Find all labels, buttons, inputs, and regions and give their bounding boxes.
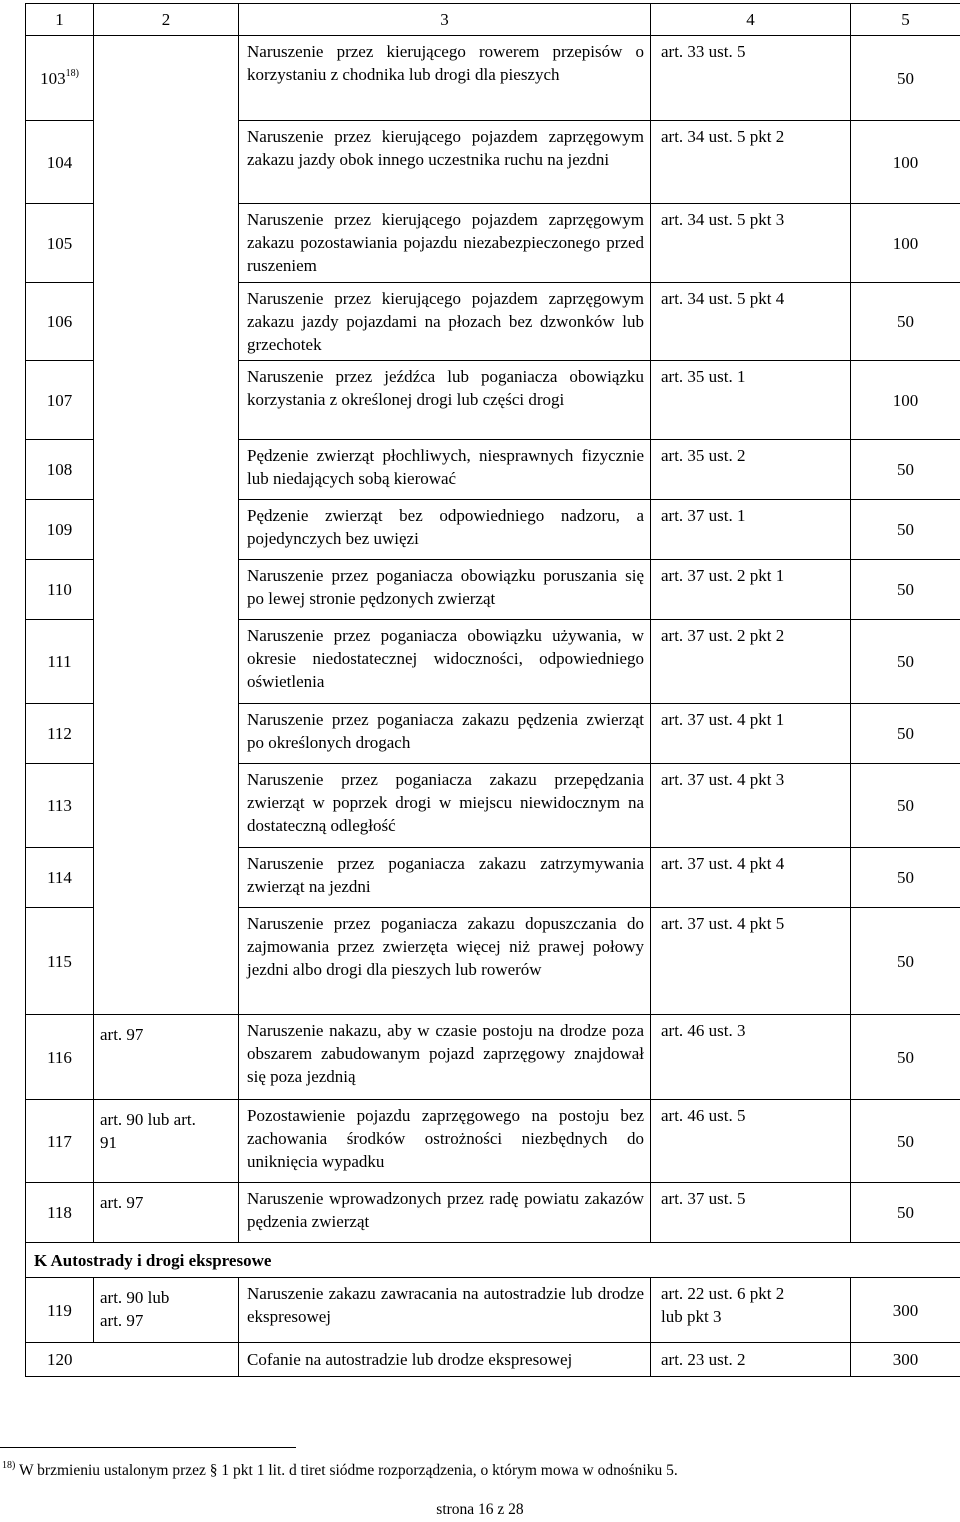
provision-ref: art. 46 ust. 5 <box>661 1106 746 1125</box>
offence-description: Naruszenie przez jeźdźca lub poganiacza obowiązku korzystania z określonej drogi lub części drogi <box>239 361 651 440</box>
table-row <box>26 1343 960 1377</box>
row-number: 118 <box>26 1183 94 1243</box>
row-number: 108 <box>26 440 94 500</box>
fine-amount: 50 <box>851 36 960 121</box>
table-row <box>26 36 960 121</box>
fine-amount: 50 <box>851 764 960 848</box>
offence-description: Naruszenie przez poganiacza zakazu przepędzania zwierząt w poprzek drogi w miejscu niewidocznym na dostateczną odległość <box>239 764 651 848</box>
fine-amount: 50 <box>851 704 960 764</box>
fine-amount: 50 <box>851 620 960 704</box>
legal-basis: art. 90 lub art. 91 <box>100 1110 196 1152</box>
offence-description: Naruszenie nakazu, aby w czasie postoju na drodze poza obszarem zabudowanym pojazd zaprzęgowy znajdował się poza jezdnią <box>239 1015 651 1100</box>
provision-ref: art. 37 ust. 5 <box>661 1189 746 1208</box>
header-col-2: 2 <box>94 4 239 36</box>
header-col-4: 4 <box>651 4 851 36</box>
table-row <box>26 1100 960 1183</box>
provision-ref: art. 37 ust. 2 pkt 1 <box>661 566 785 585</box>
section-heading: K Autostrady i drogi ekspresowe <box>26 1243 960 1278</box>
fine-amount: 100 <box>851 361 960 440</box>
row-number: 114 <box>26 848 94 908</box>
row-number: 119 <box>26 1278 94 1343</box>
fine-amount: 50 <box>851 1183 960 1243</box>
provision-ref: art. 37 ust. 1 <box>661 506 746 525</box>
row-number: 116 <box>26 1015 94 1100</box>
provision-ref: art. 23 ust. 2 <box>651 1343 851 1377</box>
provision-ref: art. 46 ust. 3 <box>661 1021 746 1040</box>
row-number: 117 <box>26 1100 94 1183</box>
offence-description: Naruszenie zakazu zawracania na autostradzie lub drodze ekspresowej <box>239 1278 651 1343</box>
offence-description: Naruszenie przez poganiacza zakazu zatrzymywania zwierząt na jezdni <box>239 848 651 908</box>
provision-ref: art. 35 ust. 2 <box>661 446 746 465</box>
row-number: 110 <box>26 560 94 620</box>
fine-amount: 50 <box>851 1015 960 1100</box>
provision-ref: art. 37 ust. 2 pkt 2 <box>661 626 785 645</box>
table-row <box>26 1183 960 1243</box>
offence-description: Naruszenie przez poganiacza zakazu dopuszczania do zajmowania przez zwierzęta więcej niż prawej połowy jezdni albo drogi dla pieszych lub rowerów <box>239 908 651 1015</box>
offence-description: Naruszenie przez kierującego rowerem przepisów o korzystaniu z chodnika lub drogi dla pieszych <box>239 36 651 121</box>
header-col-3: 3 <box>239 4 651 36</box>
provision-ref: art. 34 ust. 5 pkt 2 <box>661 127 785 146</box>
row-number: 104 <box>26 121 94 204</box>
table-row <box>26 1278 960 1343</box>
provision-ref-continued: lub pkt 3 <box>661 1307 722 1326</box>
footnote-mark: 18) <box>2 1460 16 1471</box>
footnote-text: W brzmieniu ustalonym przez § 1 pkt 1 lit. d tiret siódme rozporządzenia, o którym mowa w odnośniku 5. <box>18 1462 678 1479</box>
legal-basis: art. 97 <box>100 1193 144 1212</box>
footnote-separator <box>0 1447 296 1448</box>
provision-ref: art. 33 ust. 5 <box>661 42 746 61</box>
provision-ref: art. 34 ust. 5 pkt 4 <box>661 289 785 308</box>
provision-ref: art. 22 ust. 6 pkt 2 <box>661 1284 785 1303</box>
fine-amount: 100 <box>851 204 960 283</box>
offence-description: Naruszenie przez kierującego pojazdem zaprzęgowym zakazu jazdy pojazdami na płozach bez dzwonków lub grzechotek <box>239 283 651 361</box>
header-col-5: 5 <box>851 4 960 36</box>
offence-description: Naruszenie przez kierującego pojazdem zaprzęgowym zakazu pozostawiania pojazdu niezabezpieczonego przed ruszeniem <box>239 204 651 283</box>
offence-description: Naruszenie przez poganiacza zakazu pędzenia zwierząt po określonych drogach <box>239 704 651 764</box>
row-number: 113 <box>26 764 94 848</box>
offence-description: Pędzenie zwierząt bez odpowiedniego nadzoru, a pojedynczych bez uwięzi <box>239 500 651 560</box>
fine-amount: 50 <box>851 283 960 361</box>
provision-ref: art. 37 ust. 4 pkt 1 <box>661 710 785 729</box>
fine-amount: 100 <box>851 121 960 204</box>
row-number: 103 <box>40 68 66 88</box>
provision-ref: art. 34 ust. 5 pkt 3 <box>661 210 785 229</box>
row-number: 115 <box>26 908 94 1015</box>
row-number: 106 <box>26 283 94 361</box>
section-row <box>26 1243 960 1278</box>
row-number: 109 <box>26 500 94 560</box>
offence-description: Naruszenie przez poganiacza obowiązku używania, w okresie niedostatecznej widoczności, odpowiedniego oświetlenia <box>239 620 651 704</box>
row-number: 120 <box>26 1343 94 1377</box>
fines-table <box>25 3 960 1377</box>
provision-ref: art. 37 ust. 4 pkt 3 <box>661 770 785 789</box>
fine-amount: 300 <box>851 1278 960 1343</box>
offence-description: Naruszenie przez poganiacza obowiązku poruszania się po lewej stronie pędzonych zwierząt <box>239 560 651 620</box>
provision-ref: art. 37 ust. 4 pkt 5 <box>661 914 785 933</box>
row-number: 107 <box>26 361 94 440</box>
fine-amount: 50 <box>851 440 960 500</box>
row-number: 105 <box>26 204 94 283</box>
fine-amount: 50 <box>851 1100 960 1183</box>
fine-amount: 50 <box>851 848 960 908</box>
fine-amount: 50 <box>851 500 960 560</box>
offence-description: Pozostawienie pojazdu zaprzęgowego na postoju bez zachowania środków ostrożności niezbędnych do uniknięcia wypadku <box>239 1100 651 1183</box>
provision-ref: art. 35 ust. 1 <box>661 367 746 386</box>
fine-amount: 300 <box>851 1343 960 1377</box>
offence-description: Naruszenie wprowadzonych przez radę powiatu zakazów pędzenia zwierząt <box>239 1183 651 1243</box>
offence-description: Naruszenie przez kierującego pojazdem zaprzęgowym zakazu jazdy obok innego uczestnika ruchu na jezdni <box>239 121 651 204</box>
footnote <box>2 1462 678 1480</box>
row-number: 111 <box>26 620 94 704</box>
fine-amount: 50 <box>851 908 960 1015</box>
legal-basis-cell <box>94 36 239 1015</box>
offence-description: Pędzenie zwierząt płochliwych, niesprawnych fizycznie lub niedających sobą kierować <box>239 440 651 500</box>
header-col-1: 1 <box>26 4 94 36</box>
provision-ref: art. 37 ust. 4 pkt 4 <box>661 854 785 873</box>
offence-description: Cofanie na autostradzie lub drodze ekspresowej <box>239 1343 651 1377</box>
table-row <box>26 1015 960 1100</box>
table-header-row <box>26 4 960 36</box>
legal-basis: art. 97 <box>100 1025 144 1044</box>
legal-basis-continued: art. 97 <box>100 1311 144 1330</box>
page-number: strona 16 z 28 <box>436 1501 524 1518</box>
row-number: 112 <box>26 704 94 764</box>
footnote-reference: 18) <box>65 67 79 79</box>
legal-basis: art. 90 lub <box>100 1288 170 1307</box>
fine-amount: 50 <box>851 560 960 620</box>
